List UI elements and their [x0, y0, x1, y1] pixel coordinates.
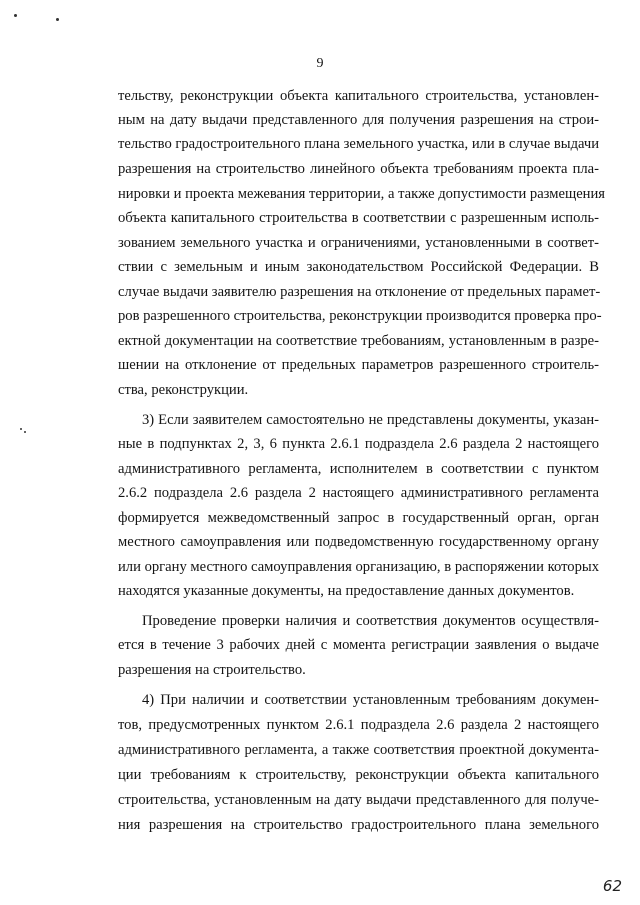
text-line: зованием земельного участка и ограничениями, установленными в соответ- [118, 235, 599, 251]
text-line: тельству, реконструкции объекта капитального строительства, установлен- [118, 88, 599, 104]
scan-speck [20, 428, 22, 430]
text-line: ния разрешения на строительство градостроительного плана земельного [118, 817, 599, 833]
text-line: нировки и проекта межевания территории, а также допустимости размещения [118, 186, 606, 202]
text-line: ные в подпунктах 2, 3, 6 пункта 2.6.1 подраздела 2.6 раздела 2 настоящего [118, 436, 599, 452]
page-number: 9 [316, 56, 324, 71]
text-line: формируется межведомственный запрос в государственный орган, орган [118, 510, 599, 526]
handwritten-page-mark: 62 [602, 877, 622, 895]
text-line: шении на отклонение от предельных параметров разрешенного строитель- [118, 357, 599, 373]
paragraph-first-line: 3) Если заявителем самостоятельно не представлены документы, указан- [142, 412, 599, 428]
text-line: строительства, установленным на дату выдачи представленного для получе- [118, 792, 599, 808]
text-line: тов, предусмотренных пунктом 2.6.1 подраздела 2.6 раздела 2 настоящего [118, 717, 599, 733]
text-line: ным на дату выдачи представленного для получения разрешения на строи- [118, 112, 599, 128]
text-line: местного самоуправления или подведомственную государственному органу [118, 534, 599, 550]
text-line: тельство градостроительного плана земельного участка, или в случае выдачи [118, 136, 600, 152]
text-line: случае выдачи заявителю разрешения на отклонение от предельных парамет- [118, 284, 601, 300]
text-line: ров разрешенного строительства, реконструкции производится проверка про- [118, 308, 602, 324]
text-line: административного регламента, а также соответствия проектной документа- [118, 742, 599, 758]
text-line: ектной документации на соответствие требованиям, установленным в разре- [118, 333, 599, 349]
text-line: разрешения на строительство линейного объекта требованиям проекта пла- [118, 161, 599, 177]
text-line: разрешения на строительство. [118, 662, 306, 678]
paragraph-first-line: Проведение проверки наличия и соответствия документов осуществля- [142, 613, 599, 629]
text-line: находятся указанные документы, на предоставление данных документов. [118, 583, 575, 599]
text-line: ствии с земельным и иным законодательством Российской Федерации. В [118, 259, 599, 275]
text-line: административного регламента, исполнителем в соответствии с пунктом [118, 461, 599, 477]
text-line: ства, реконструкции. [118, 382, 249, 398]
text-line: ции требованиям к строительству, реконструкции объекта капитального [118, 767, 599, 783]
paragraph-first-line: 4) При наличии и соответствии установленным требованиям докумен- [142, 692, 599, 708]
text-line: ется в течение 3 рабочих дней с момента регистрации заявления о выдаче [118, 637, 599, 653]
scan-speck [14, 14, 17, 17]
scan-speck [56, 18, 59, 21]
scan-speck [24, 431, 26, 433]
text-line: 2.6.2 подраздела 2.6 раздела 2 настоящего административного регламента [118, 485, 599, 501]
text-line: объекта капитального строительства в соответствии с разрешенным исполь- [118, 210, 599, 226]
text-line: или органу местного самоуправления организацию, в распоряжении которых [118, 559, 599, 575]
